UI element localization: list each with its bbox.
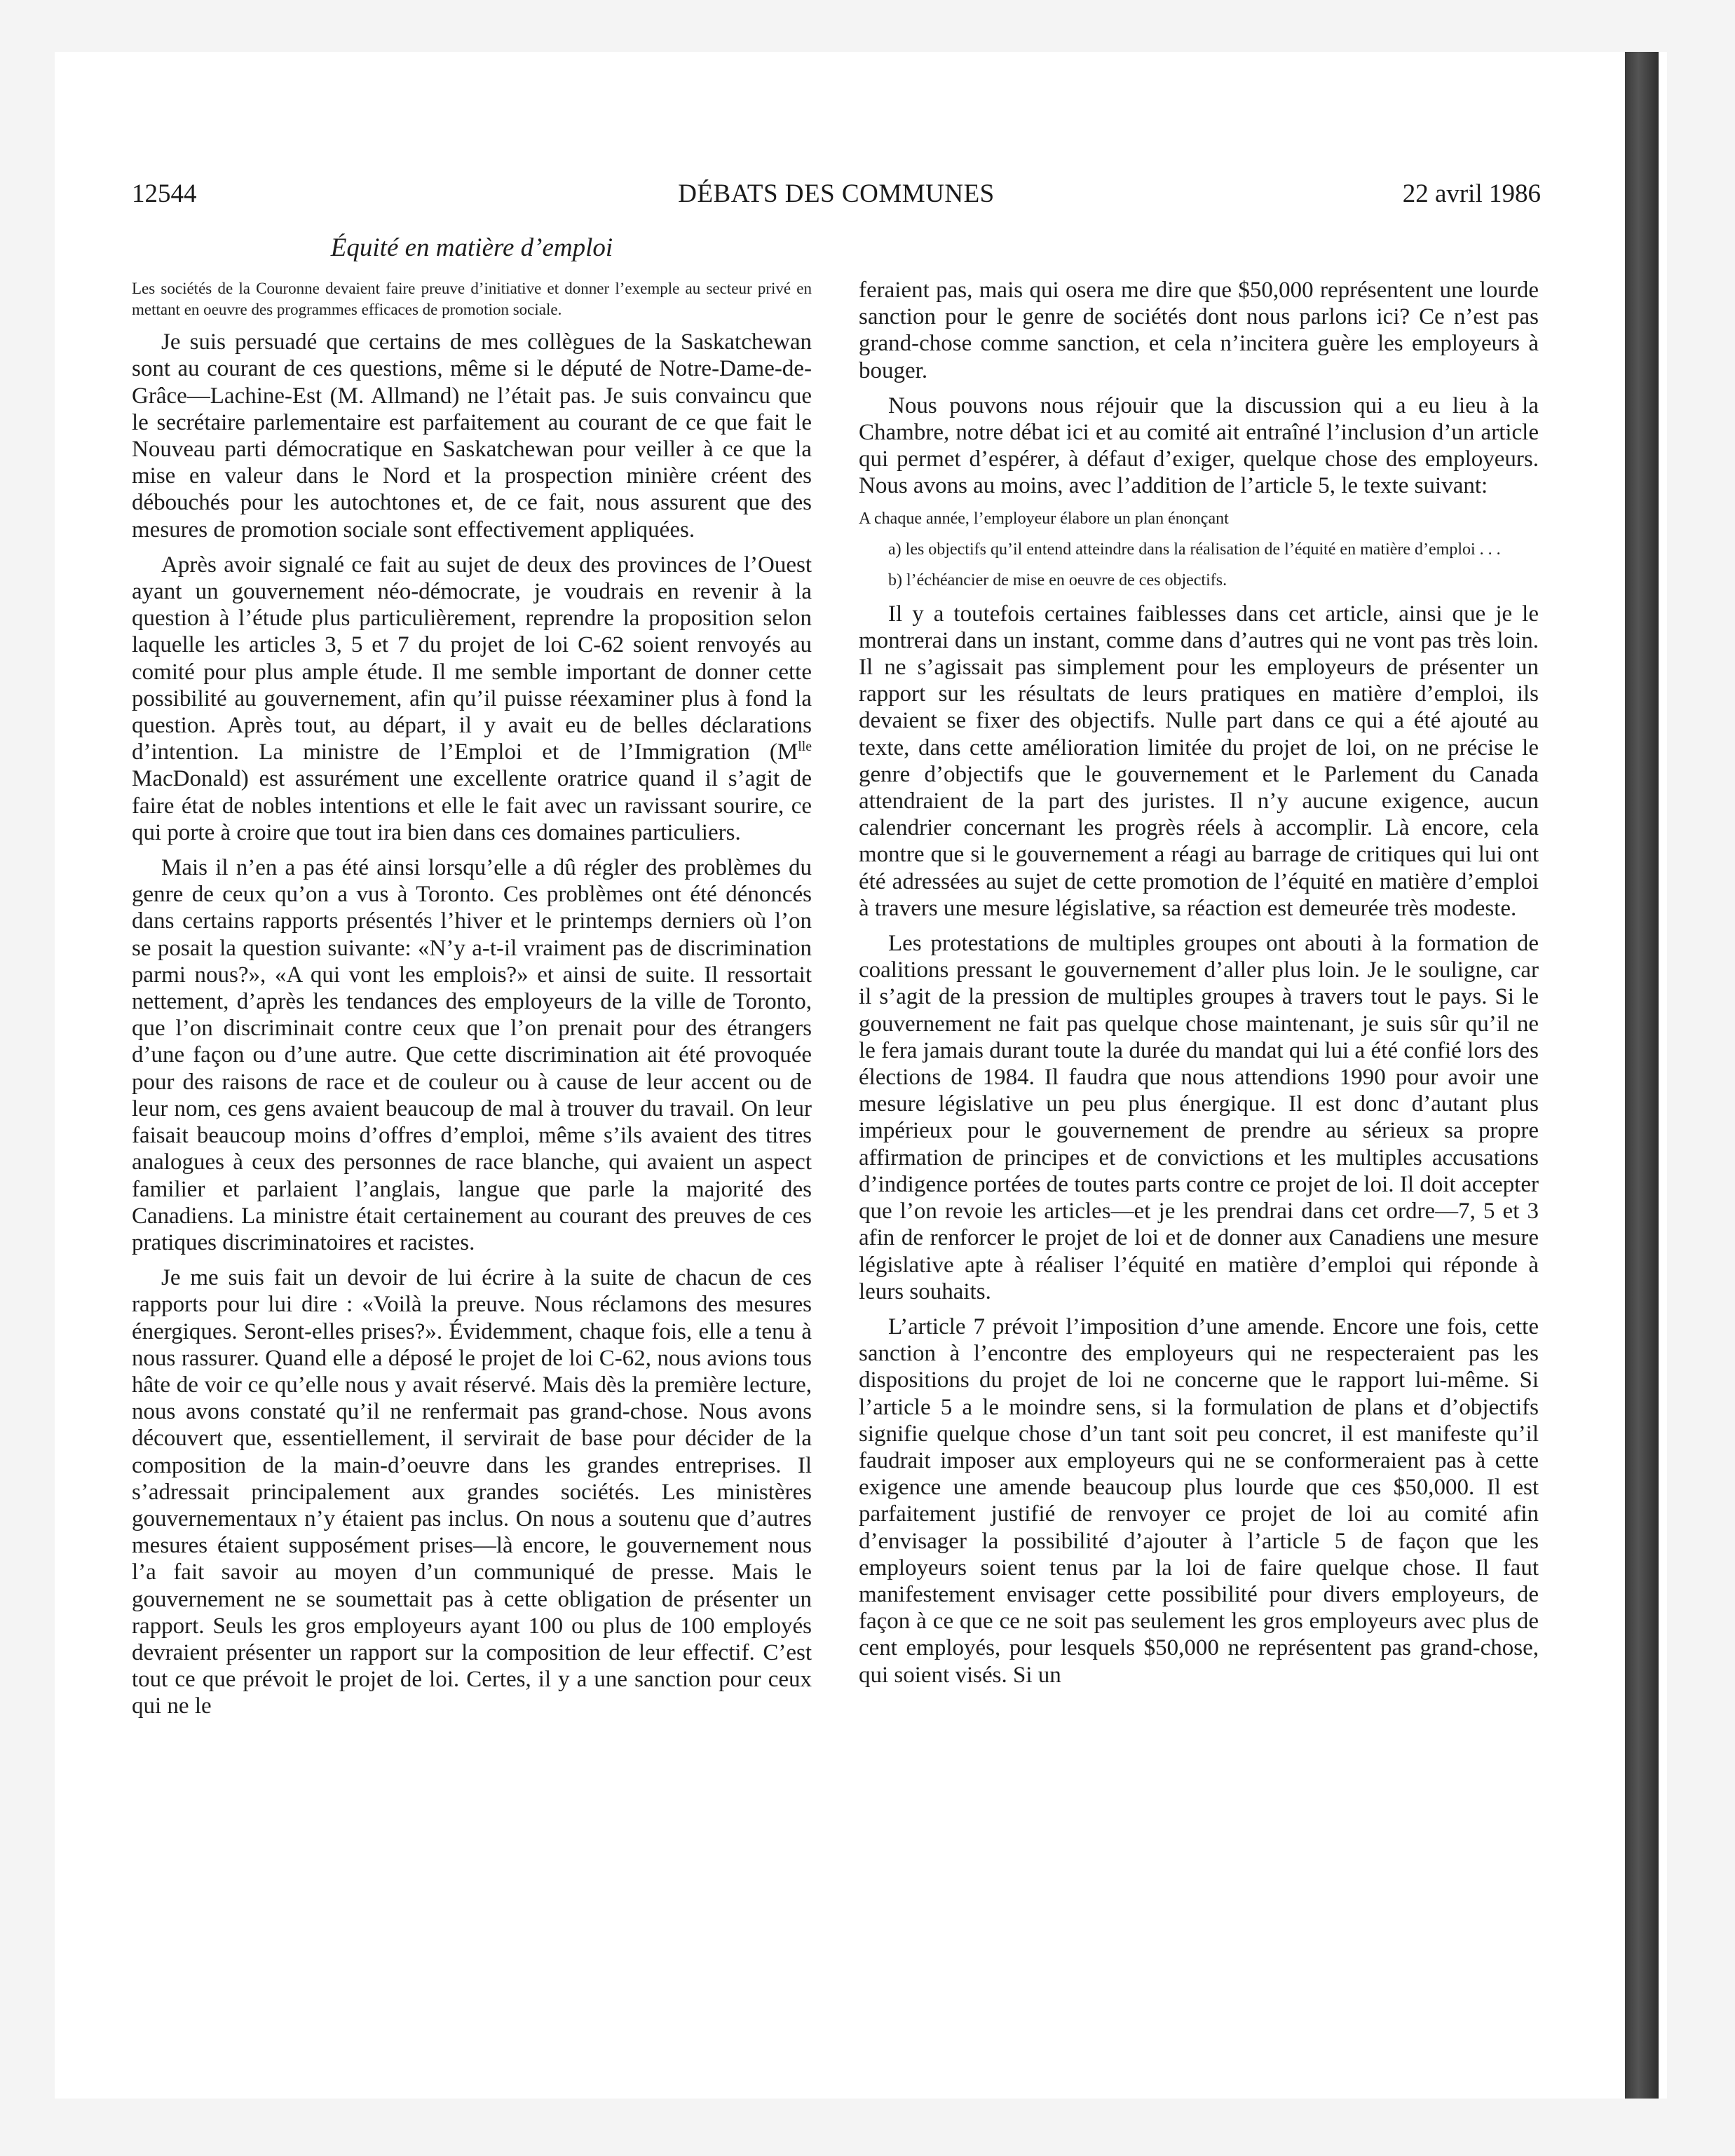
issue-date: 22 avril 1986: [1402, 179, 1541, 208]
right-column: [859, 277, 1539, 1697]
section-title: Équité en matière d’emploi: [330, 233, 613, 262]
quoted-clause-b: b) l’échéancier de mise en oeuvre de ces objectifs.: [888, 571, 1227, 589]
scan-edge-bar: [1625, 52, 1659, 2099]
paragraph: Il y a toutefois certaines faiblesses dans cet article, ainsi que je le montrerai dans un instant, comme dans d’autres qui ne vont pas très loin. Il ne s’agissait pas simplement pour les employeurs de présenter un rapport sur les résultats de leurs pratiques en matière d’emploi, ils devaient se fixer des objectifs. Nulle part dans ce qui a été ajouté au texte, dans cette amélioration limitée du projet de loi, on ne précise le genre d’objectifs que le gouvernement et le Parlement du Canada attendraient de la part des juristes. Il n’y aucune exigence, aucun calendrier concernant les progrès réels à accomplir. Là encore, cela montre que si le gouvernement a réagi au barrage de critiques qui lui ont été adressées au sujet de cette promotion de l’équité en matière d’emploi à travers une mesure législative, sa réaction est demeurée très modeste.: [859, 601, 1539, 921]
paragraph: Je me suis fait un devoir de lui écrire à la suite de chacun de ces rapports pour lui dire : «Voilà la preuve. Nous réclamons des mesures énergiques. Seront-elles prises?». Évidemment, chaque fois, elle a tenu à nous rassurer. Quand elle a déposé le projet de loi C-62, nous avions tous hâte de voir ce qu’elle nous y avait réservé. Mais dès la première lecture, nous avons constaté qu’il ne renfermait pas grand-chose. Nous avons découvert que, essentiellement, il servirait de base pour décider de la composition de la main-d’oeuvre dans les grandes entreprises. Il s’adressait principalement aux grandes sociétés. Les ministères gouvernementaux n’y étaient pas inclus. On nous a soutenu que d’autres mesures étaient supposément prises—là encore, le gouvernement nous l’a fait savoir au moyen d’un communiqué de presse. Mais le gouvernement ne se soumettait pas à cette obligation de présenter un rapport. Seuls les gros employeurs ayant 100 ou plus de 100 employés devraient présenter un rapport sur la composition de leur effectif. C’est tout ce que prévoit le projet de loi. Certes, il y a une sanction pour ceux qui ne le: [132, 1265, 812, 1719]
paragraph: L’article 7 prévoit l’imposition d’une amende. Encore une fois, cette sanction à l’encontre des employeurs qui ne respecteraient pas les dispositions du projet de loi ne concerne que le rapport lui-même. Si l’article 5 a le moindre sens, si la formulation de plans et d’objectifs signifie quelque chose d’un tant soit peu concret, il est manifeste qu’il faudrait imposer aux employeurs qui ne se conformeraient pas à cette exigence une amende beaucoup plus lourde que ces $50,000. Il est parfaitement justifié de renvoyer ce projet de loi au comité afin d’envisager la possibilité d’ajouter à l’article 5 de façon que les employeurs soient tenus par la loi de faire quelque chose. Il faut manifestement envisager cette possibilité pour divers employeurs, de façon à ce que ce ne soit pas seulement les gros employeurs avec plus de cent employés, pour lesquels $50,000 ne représentent pas grand-chose, qui soient visés. Si un: [859, 1314, 1539, 1688]
journal-title: DÉBATS DES COMMUNES: [678, 179, 995, 208]
paragraph-continued: feraient pas, mais qui osera me dire que $50,000 représentent une lourde sanction pour le genre de sociétés dont nous parlons ici? Ce n’est pas grand-chose comme sanction, et cela n’incitera guère les employeurs à bouger.: [859, 278, 1539, 383]
paragraph-minister: Après avoir signalé ce fait au sujet de deux des provinces de l’Ouest ayant un gouvernement néo-démocrate, je voudrais en revenir à la question à l’étude plus particulièrement, reprendre la proposition selon laquelle les articles 3, 5 et 7 du projet de loi C-62 soient renvoyés au comité pour plus ample étude. Il me semble important de donner cette possibilité au gouvernement, afin qu’il puisse réexaminer plus à fond la question. Après tout, au départ, il y avait eu de belles déclarations d’intention. La ministre de l’Emploi et de l’Immigration ($M^{lle}$ MacDonald) est assurément une excellente oratrice quand il s’agit de faire état de nobles intentions et elle le fait avec un ravissant sourire, ce qui porte à croire que tout ira bien dans ces domaines particuliers.: [132, 552, 812, 845]
paragraph: Mais il n’en a pas été ainsi lorsqu’elle a dû régler des problèmes du genre de ceux qu’on a vus à Toronto. Ces problèmes ont été dénoncés dans certains rapports présentés l’hiver et le printemps derniers où l’on se posait la question suivante: «N’y a-t-il vraiment pas de discrimination parmi nous?», «A qui vont les emplois?» et ainsi de suite. Il ressortait nettement, d’après les tendances des employeurs de la ville de Toronto, que l’on discriminait contre ceux que l’on prenait pour des étrangers d’une façon ou d’une autre. Que cette discrimination ait été provoquée pour des raisons de race et de couleur ou à cause de leur accent ou de leur nom, ces gens avaient beaucoup de mal à trouver du travail. On leur faisait beaucoup moins d’offres d’emploi, même s’ils avaient des titres analogues à ceux des personnes de race blanche, qui avaient un aspect familier et parlaient l’anglais, langue que parle la majorité des Canadiens. La ministre était certainement au courant des preuves de ces pratiques discriminatoires et racistes.: [132, 855, 812, 1255]
left-column: [132, 228, 812, 1728]
running-header: [132, 179, 1541, 214]
page-number: 12544: [132, 179, 197, 208]
paragraph: Je suis persuadé que certains de mes collègues de la Saskatchewan sont au courant de ces questions, même si le député de Notre-Dame-de-Grâce—Lachine-Est (M. Allmand) ne l’était pas. Je suis convaincu que le secrétaire parlementaire est parfaitement au courant de ce que fait le Nouveau parti démocratique en Saskatchewan pour veiller à ce que la mise en valeur dans le Nord et la prospection minière créent des débouchés pour les autochtones et, de ce fait, nous assurent que des mesures de promotion sociale sont effectivement appliquées.: [132, 329, 812, 543]
quoted-clause-lead: A chaque année, l’employeur élabore un plan énonçant: [859, 509, 1229, 528]
paragraph: Nous pouvons nous réjouir que la discussion qui a eu lieu à la Chambre, notre débat ici et au comité ait entraîné l’inclusion d’un article qui permet d’espérer, à défaut d’exiger, quelque chose des employeurs. Nous avons au moins, avec l’addition de l’article 5, le texte suivant:: [859, 393, 1539, 499]
section-summary: Les sociétés de la Couronne devaient faire preuve d’initiative et donner l’exemple au secteur privé en mettant en oeuvre des programmes efficaces de promotion sociale.: [132, 280, 812, 319]
quoted-clause-a: a) les objectifs qu’il entend atteindre dans la réalisation de l’équité en matière d’emploi . . .: [888, 540, 1501, 559]
paragraph: Les protestations de multiples groupes ont abouti à la formation de coalitions pressant le gouvernement d’aller plus loin. Je le souligne, car il s’agit de la pression de multiples groupes à travers tout le pays. Si le gouvernement ne fait pas quelque chose maintenant, je suis sûr qu’il ne le fera jamais durant toute la durée du mandat qui lui a été confié lors des élections de 1984. Il faudra que nous attendions 1990 pour avoir une mesure législative un peu plus énergique. Il est donc d’autant plus impérieux pour le gouvernement de prendre au sérieux sa propre affirmation de principes et de convictions et les multiples accusations d’indigence portées de toutes parts contre ce projet de loi. Il doit accepter que l’on revoie les articles—et je les prendrai dans cet ordre—7, 5 et 3 afin de renforcer le projet de loi et de donner aux Canadiens une mesure législative apte à réaliser l’équité en matière d’emploi qui réponde à leurs souhaits.: [859, 931, 1539, 1304]
